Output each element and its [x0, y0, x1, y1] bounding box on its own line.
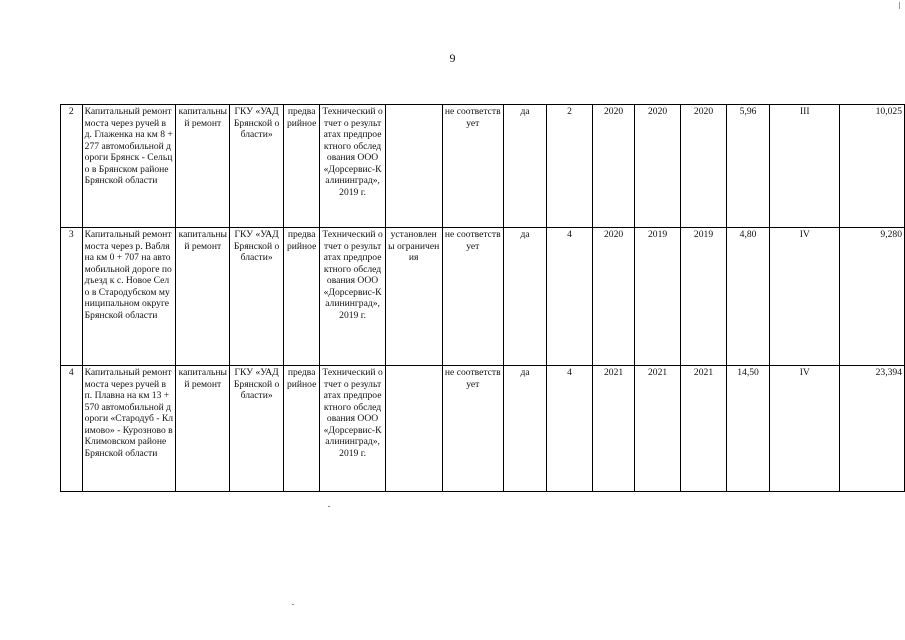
cell-stage: предварийное: [284, 228, 320, 366]
cell-basis: Технический отчет о результатах предпроектного обследования ООО «Дорсервис-Калининград», 2019 г.: [320, 228, 386, 366]
cell-year-2: 2021: [635, 366, 681, 492]
cell-customer: ГКУ «УАД Брянской области»: [230, 105, 284, 228]
cell-object-name: Капитальный ремонт моста через р. Вабля на км 0 + 707 на автомобильной дороге подъезд к с. Новое Село в Стародубском муниципальном округе Брянской области: [82, 228, 176, 366]
cell-count: 4: [547, 228, 593, 366]
cell-work-type: капитальный ремонт: [176, 105, 230, 228]
projects-table: [60, 104, 905, 492]
cell-cost: 23,394: [840, 366, 905, 492]
cell-compliance: не соответствует: [442, 366, 504, 492]
cell-year-2: 2019: [635, 228, 681, 366]
cell-year-1: 2020: [593, 228, 635, 366]
cell-year-3: 2021: [681, 366, 727, 492]
cell-basis: Технический отчет о результатах предпроектного обследования ООО «Дорсервис-Калининград», 2019 г.: [320, 105, 386, 228]
cell-year-3: 2019: [681, 228, 727, 366]
cell-flag: да: [504, 105, 547, 228]
cell-stage: предварийное: [284, 366, 320, 492]
cell-flag: да: [504, 228, 547, 366]
page-number: 9: [449, 51, 456, 65]
cell-object-name: Капитальный ремонт моста через ручей в д. Глаженка на км 8 + 277 автомобильной дороги Брянск - Сельцо в Брянском районе Брянской области: [82, 105, 176, 228]
cell-number: 4: [61, 366, 83, 492]
cell-customer: ГКУ «УАД Брянской области»: [230, 228, 284, 366]
cell-category: IV: [770, 228, 840, 366]
scan-edge-mark: [899, 2, 900, 9]
cell-stage: предварийное: [284, 105, 320, 228]
cell-cost: 9,280: [840, 228, 905, 366]
cell-compliance: не соответствует: [442, 228, 504, 366]
cell-length: 14,50: [727, 366, 770, 492]
cell-length: 5,96: [727, 105, 770, 228]
cell-number: 2: [61, 105, 83, 228]
cell-cost: 10,025: [840, 105, 905, 228]
cell-restriction: [385, 366, 442, 492]
cell-category: IV: [770, 366, 840, 492]
cell-customer: ГКУ «УАД Брянской области»: [230, 366, 284, 492]
cell-compliance: не соответствует: [442, 105, 504, 228]
table-row: [61, 105, 905, 228]
scan-speck: [292, 604, 294, 605]
cell-year-1: 2021: [593, 366, 635, 492]
table-row: [61, 228, 905, 366]
cell-count: 2: [547, 105, 593, 228]
cell-category: III: [770, 105, 840, 228]
cell-number: 3: [61, 228, 83, 366]
cell-restriction: установлены ограничения: [385, 228, 442, 366]
cell-count: 4: [547, 366, 593, 492]
cell-work-type: капитальный ремонт: [176, 228, 230, 366]
cell-object-name: Капитальный ремонт моста через ручей в п. Плавна на км 13 + 570 автомобильной дороги «Стародуб - Климово» - Курозново в Климовском районе Брянской области: [82, 366, 176, 492]
cell-restriction: [385, 105, 442, 228]
cell-year-2: 2020: [635, 105, 681, 228]
cell-length: 4,80: [727, 228, 770, 366]
cell-year-1: 2020: [593, 105, 635, 228]
table-row: [61, 366, 905, 492]
scan-speck: [328, 506, 330, 507]
cell-basis: Технический отчет о результатах предпроектного обследования ООО «Дорсервис-Калининград», 2019 г.: [320, 366, 386, 492]
cell-work-type: капитальный ремонт: [176, 366, 230, 492]
cell-flag: да: [504, 366, 547, 492]
cell-year-3: 2020: [681, 105, 727, 228]
